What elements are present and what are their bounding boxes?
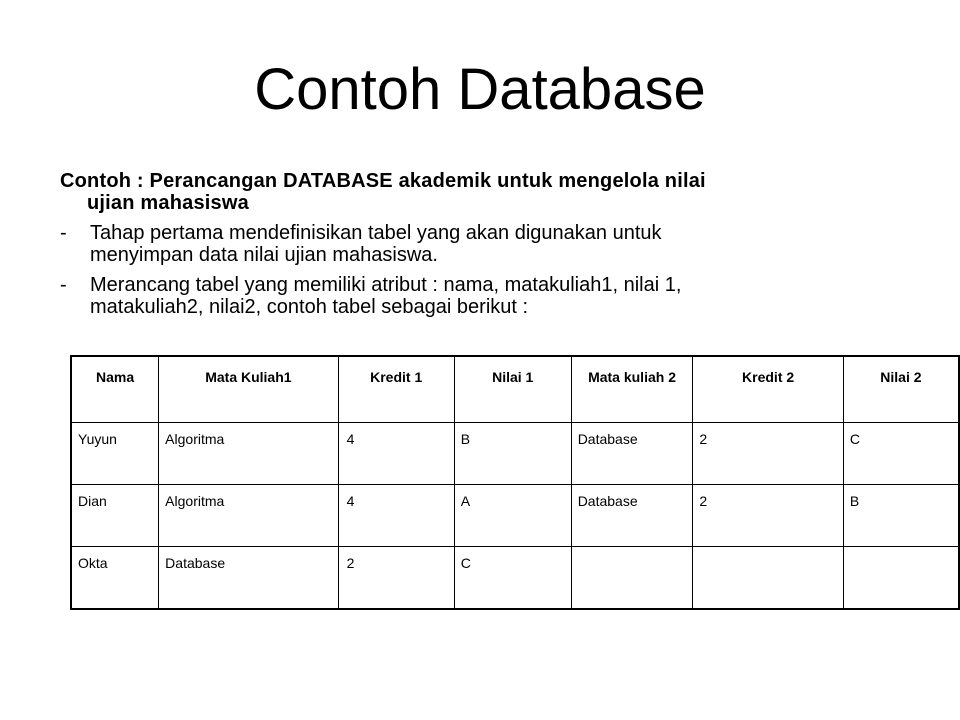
table-header-row xyxy=(71,356,959,423)
table-cell xyxy=(843,547,959,610)
table-cell: 4 xyxy=(338,423,454,485)
bullet-list xyxy=(60,170,860,326)
table-cell: Database xyxy=(159,547,338,610)
table-cell: B xyxy=(843,485,959,547)
bullet-line-1: Tahap pertama mendefinisikan tabel yang akan digunakan untuk xyxy=(90,222,662,244)
dash-marker: - xyxy=(60,274,67,296)
table-cell: Okta xyxy=(71,547,159,610)
table-cell: Database xyxy=(571,423,693,485)
table-cell: A xyxy=(454,485,571,547)
table-cell xyxy=(693,547,843,610)
header-cell-mata-kuliah1: Mata Kuliah1 xyxy=(159,356,338,423)
bullet-line-1: Merancang tabel yang memiliki atribut : nama, matakuliah1, nilai 1, xyxy=(90,274,682,296)
table-cell: Yuyun xyxy=(71,423,159,485)
table-cell: C xyxy=(454,547,571,610)
bullet-line-2: matakuliah2, nilai2, contoh tabel sebagai berikut : xyxy=(90,296,529,318)
intro-line-1: Contoh : Perancangan DATABASE akademik untuk mengelola nilai xyxy=(60,170,706,192)
header-cell-nilai-1: Nilai 1 xyxy=(454,356,571,423)
header-cell-nama: Nama xyxy=(71,356,159,423)
table-cell: Algoritma xyxy=(159,423,338,485)
header-cell-nilai-2: Nilai 2 xyxy=(843,356,959,423)
table-cell: 2 xyxy=(693,485,843,547)
grades-table xyxy=(70,355,960,610)
table-cell xyxy=(571,547,693,610)
table-row xyxy=(71,423,959,485)
table-cell: 4 xyxy=(338,485,454,547)
table-cell: 2 xyxy=(693,423,843,485)
intro-line-2: ujian mahasiswa xyxy=(87,192,249,214)
table-cell: Dian xyxy=(71,485,159,547)
table-row xyxy=(71,547,959,610)
dash-marker: - xyxy=(60,222,67,244)
slide-title: Contoh Database xyxy=(254,57,706,122)
header-cell-kredit-2: Kredit 2 xyxy=(693,356,843,423)
table-cell: C xyxy=(843,423,959,485)
bullet-line-2: menyimpan data nilai ujian mahasiswa. xyxy=(90,244,438,266)
bullet-item xyxy=(60,222,860,266)
table-cell: 2 xyxy=(338,547,454,610)
header-cell-mata-kuliah-2: Mata kuliah 2 xyxy=(571,356,693,423)
table-row xyxy=(71,485,959,547)
table-cell: B xyxy=(454,423,571,485)
header-cell-kredit-1: Kredit 1 xyxy=(338,356,454,423)
intro-paragraph xyxy=(60,170,860,214)
table-cell: Algoritma xyxy=(159,485,338,547)
bullet-item xyxy=(60,274,860,318)
table-cell: Database xyxy=(571,485,693,547)
